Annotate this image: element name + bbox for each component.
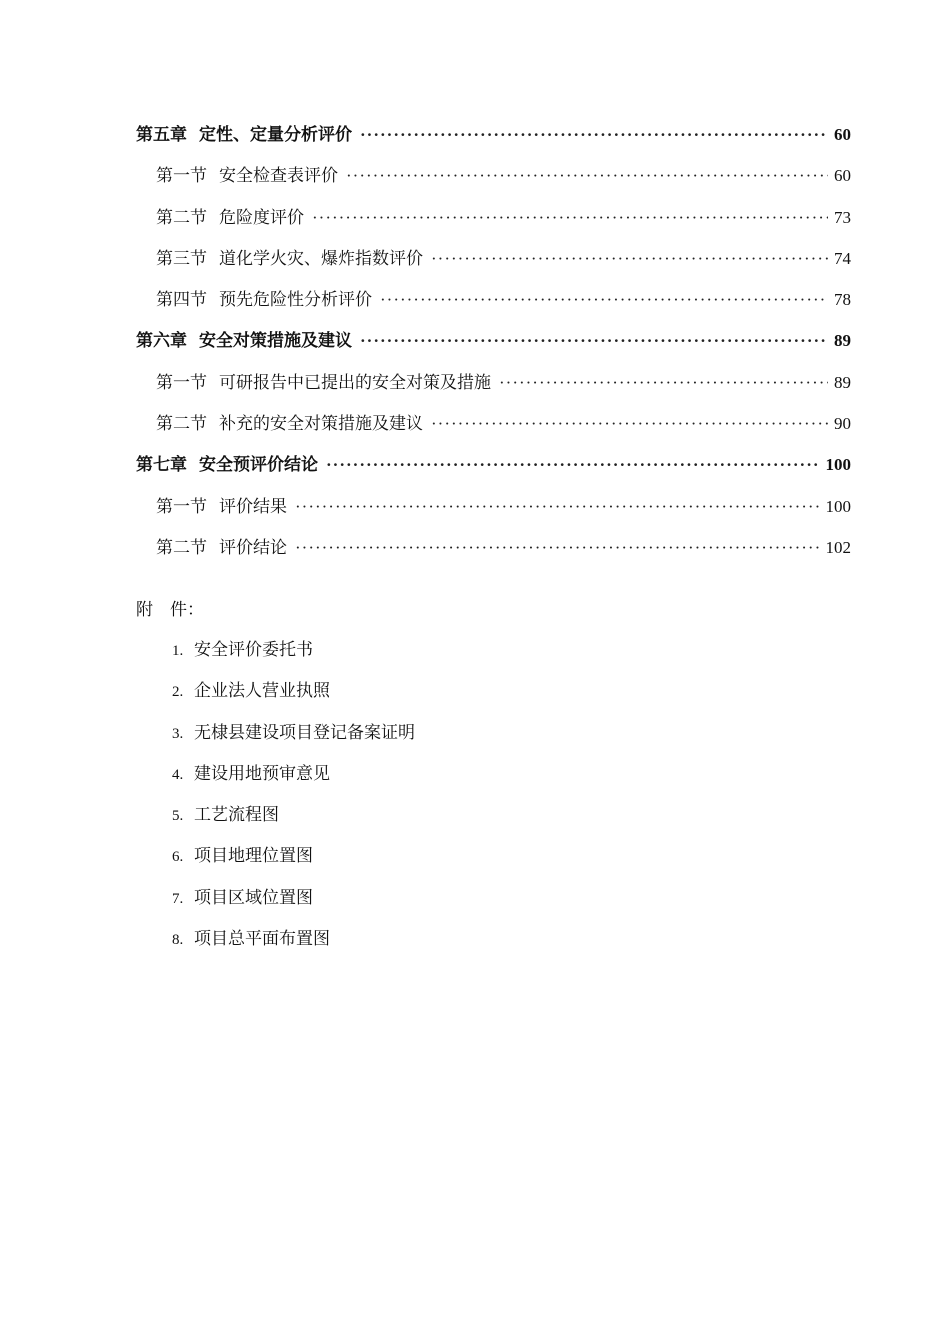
toc-entry-title: 定性、定量分析评价	[199, 125, 352, 145]
toc-section-entry[interactable]	[136, 279, 851, 320]
toc-chapter-entry[interactable]	[136, 114, 851, 155]
attachment-index: 3.	[172, 725, 184, 742]
toc-dot-leader	[326, 444, 820, 485]
toc-entry-number: 第七章	[136, 455, 187, 476]
toc-entry-number: 第四节	[156, 290, 207, 311]
toc-dot-leader	[431, 238, 828, 279]
toc-section-entry[interactable]	[136, 197, 851, 238]
toc-page-number: 90	[834, 414, 851, 434]
toc-page-number: 102	[825, 537, 851, 557]
attachment-item	[172, 630, 415, 671]
attachment-item	[172, 836, 415, 877]
toc-dot-leader	[360, 320, 828, 361]
attachment-item	[172, 713, 415, 754]
toc-chapter-entry[interactable]	[136, 320, 851, 361]
toc-dot-leader	[380, 279, 828, 320]
toc-page-number: 100	[825, 496, 851, 516]
toc-dot-leader	[312, 197, 828, 238]
toc-dot-leader	[346, 155, 828, 196]
toc-chapter-entry[interactable]	[136, 444, 851, 485]
toc-entry-title: 安全对策措施及建议	[199, 331, 352, 352]
toc-entry-number: 第六章	[136, 331, 187, 352]
toc-page-number: 73	[834, 207, 851, 227]
attachment-index: 6.	[172, 849, 184, 866]
attachment-index: 7.	[172, 890, 184, 907]
attachment-index: 4.	[172, 766, 184, 783]
attachment-label: 项目区域位置图	[194, 887, 313, 908]
toc-entry-title: 评价结论	[219, 537, 287, 558]
toc-page-number: 89	[834, 372, 851, 392]
table-of-contents	[136, 114, 851, 568]
toc-section-entry[interactable]	[136, 403, 851, 444]
toc-entry-title: 补充的安全对策措施及建议	[219, 414, 423, 435]
toc-section-entry[interactable]	[136, 362, 851, 403]
toc-entry-title: 评价结果	[219, 496, 287, 517]
attachment-item	[172, 919, 415, 960]
attachment-item	[172, 671, 415, 712]
toc-dot-leader	[499, 362, 828, 403]
attachments-heading: 附 件：	[136, 600, 204, 620]
toc-entry-number: 第三节	[156, 248, 207, 269]
toc-section-entry[interactable]	[136, 486, 851, 527]
attachments-list	[172, 630, 415, 960]
attachment-index: 5.	[172, 808, 184, 825]
attachment-index: 8.	[172, 932, 184, 949]
attachment-label: 项目总平面布置图	[194, 929, 330, 950]
toc-entry-number: 第一节	[156, 496, 207, 517]
toc-page-number: 60	[834, 125, 851, 144]
toc-dot-leader	[431, 403, 828, 444]
toc-entry-title: 安全检查表评价	[219, 166, 338, 187]
attachment-index: 1.	[172, 643, 184, 659]
toc-entry-title: 道化学火灾、爆炸指数评价	[219, 248, 423, 269]
toc-entry-number: 第二节	[156, 414, 207, 435]
toc-entry-number: 第五章	[136, 125, 187, 145]
toc-entry-number: 第二节	[156, 537, 207, 558]
attachment-label: 工艺流程图	[194, 805, 279, 826]
attachment-item	[172, 795, 415, 836]
attachment-index: 2.	[172, 684, 184, 701]
toc-entry-title: 危险度评价	[219, 207, 304, 228]
toc-entry-title: 安全预评价结论	[199, 455, 318, 476]
toc-page-number: 74	[834, 248, 851, 268]
attachment-label: 项目地理位置图	[194, 846, 313, 867]
toc-page-number: 89	[834, 331, 851, 351]
attachment-item	[172, 754, 415, 795]
toc-dot-leader	[295, 527, 820, 568]
toc-section-entry[interactable]	[136, 155, 851, 196]
toc-page-number: 60	[834, 166, 851, 186]
toc-entry-number: 第二节	[156, 207, 207, 228]
toc-section-entry[interactable]	[136, 527, 851, 568]
toc-dot-leader	[360, 114, 828, 155]
toc-entry-number: 第一节	[156, 372, 207, 393]
toc-entry-number: 第一节	[156, 166, 207, 187]
attachment-label: 无棣县建设项目登记备案证明	[194, 722, 415, 743]
attachment-label: 建设用地预审意见	[194, 763, 330, 784]
toc-page-number: 78	[834, 290, 851, 310]
toc-entry-title: 可研报告中已提出的安全对策及措施	[219, 372, 491, 393]
toc-dot-leader	[295, 486, 820, 527]
toc-page-number: 100	[825, 455, 851, 475]
attachment-label: 安全评价委托书	[194, 640, 313, 660]
attachment-label: 企业法人营业执照	[194, 681, 330, 702]
toc-entry-title: 预先危险性分析评价	[219, 290, 372, 311]
toc-section-entry[interactable]	[136, 238, 851, 279]
attachment-item	[172, 878, 415, 919]
